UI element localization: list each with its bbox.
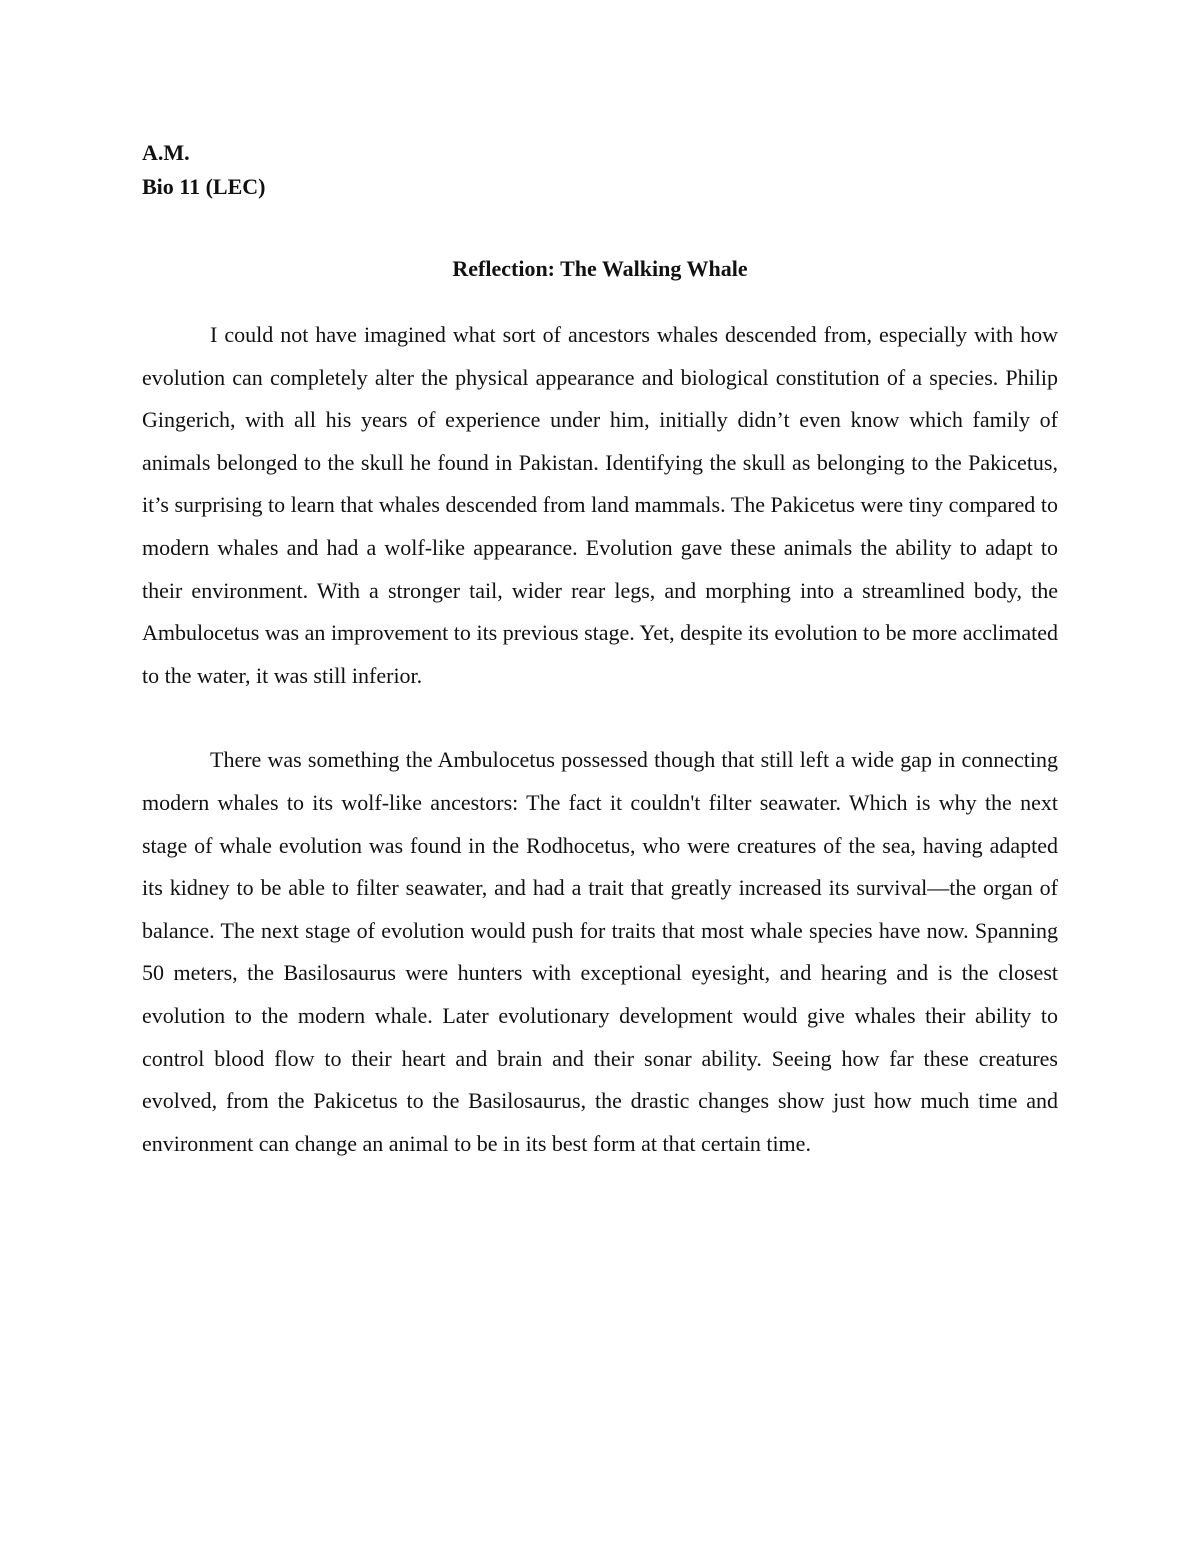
document-page <box>142 136 1058 1165</box>
course-name: Bio 11 (LEC) <box>142 174 266 199</box>
body-paragraph-2: There was something the Ambulocetus possessed though that still left a wide gap in connecting modern whales to its wolf-like ancestors: The fact it couldn't filter seawater. Which is why the next stage of whale evolution was found in the Rodhocetus, who were creatures of the sea, having adapted its kidney to be able to filter seawater, and had a trait that greatly increased its survival—the organ of balance. The next stage of evolution would push for traits that most whale species have now. Spanning 50 meters, the Basilosaurus were hunters with exceptional eyesight, and hearing and is the closest evolution to the modern whale. Later evolutionary development would give whales their ability to control blood flow to their heart and brain and their sonar ability. Seeing how far these creatures evolved, from the Pakicetus to the Basilosaurus, the drastic changes show just how much time and environment can change an animal to be in its best form at that certain time. <box>142 747 1058 1156</box>
document-title: Reflection: The Walking Whale <box>452 256 748 281</box>
body-paragraph-1: I could not have imagined what sort of ancestors whales descended from, especially with how evolution can completely alter the physical appearance and biological constitution of a species. Philip Gingerich, with all his years of experience under him, initially didn’t even know which family of animals belonged to the skull he found in Pakistan. Identifying the skull as belonging to the Pakicetus, it’s surprising to learn that whales descended from land mammals. The Pakicetus were tiny compared to modern whales and had a wolf-like appearance. Evolution gave these animals the ability to adapt to their environment. With a stronger tail, wider rear legs, and morphing into a streamlined body, the Ambulocetus was an improvement to its previous stage. Yet, despite its evolution to be more acclimated to the water, it was still inferior. <box>142 322 1058 688</box>
author-initials: A.M. <box>142 140 190 165</box>
